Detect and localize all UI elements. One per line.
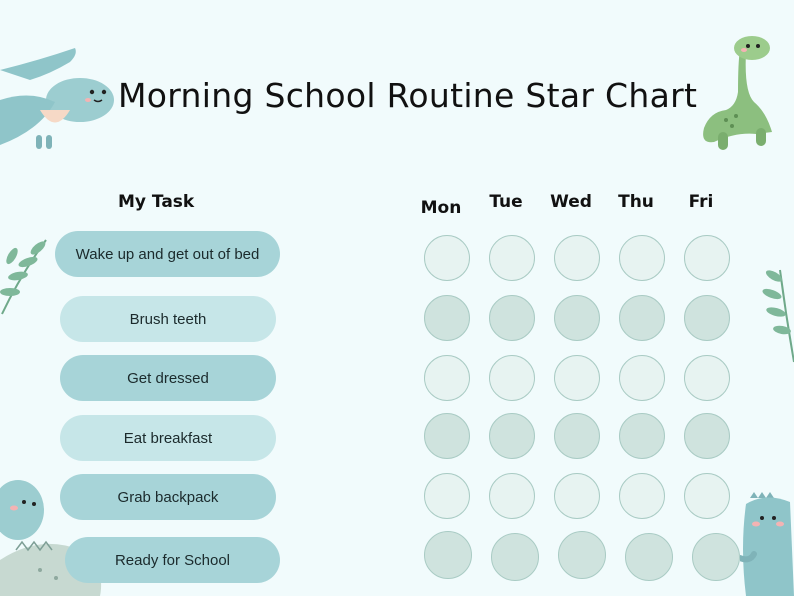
star-circle[interactable] [424, 295, 470, 341]
day-header-tue: Tue [489, 192, 523, 212]
task-column-header: My Task [118, 192, 195, 212]
star-circle[interactable] [619, 413, 665, 459]
day-header-wed: Wed [550, 192, 592, 212]
star-circle[interactable] [684, 473, 730, 519]
pterodactyl-illustration [0, 40, 120, 160]
star-circle[interactable] [692, 533, 740, 581]
star-circle[interactable] [625, 533, 673, 581]
leaf-branch-right [760, 266, 794, 366]
star-circle[interactable] [424, 473, 470, 519]
day-header-mon: Mon [420, 198, 462, 218]
star-circle[interactable] [489, 295, 535, 341]
star-circle[interactable] [554, 235, 600, 281]
task-brush-teeth: Brush teeth [60, 296, 276, 342]
baby-dinosaur-bottom-right [740, 488, 794, 596]
leaf-branch-left [0, 236, 50, 316]
task-wake-up: Wake up and get out of bed [55, 231, 280, 277]
star-circle[interactable] [489, 413, 535, 459]
star-circle[interactable] [684, 355, 730, 401]
star-circle[interactable] [554, 355, 600, 401]
star-circle[interactable] [489, 235, 535, 281]
day-header-thu: Thu [618, 192, 654, 212]
star-circle[interactable] [558, 531, 606, 579]
star-circle[interactable] [684, 235, 730, 281]
star-circle[interactable] [554, 413, 600, 459]
star-circle[interactable] [424, 413, 470, 459]
star-circle[interactable] [554, 295, 600, 341]
star-circle[interactable] [489, 355, 535, 401]
star-circle[interactable] [684, 413, 730, 459]
star-circle[interactable] [619, 295, 665, 341]
star-circle[interactable] [424, 355, 470, 401]
page-title: Morning School Routine Star Chart [118, 76, 698, 115]
task-get-dressed: Get dressed [60, 355, 276, 401]
task-grab-backpack: Grab backpack [60, 474, 276, 520]
star-circle[interactable] [619, 355, 665, 401]
star-circle[interactable] [489, 473, 535, 519]
star-circle[interactable] [424, 531, 472, 579]
day-header-fri: Fri [688, 192, 714, 212]
star-circle[interactable] [619, 473, 665, 519]
star-circle[interactable] [684, 295, 730, 341]
star-circle[interactable] [619, 235, 665, 281]
task-eat-breakfast: Eat breakfast [60, 415, 276, 461]
star-circle[interactable] [424, 235, 470, 281]
star-circle[interactable] [491, 533, 539, 581]
star-circle[interactable] [554, 473, 600, 519]
task-ready-for-school: Ready for School [65, 537, 280, 583]
